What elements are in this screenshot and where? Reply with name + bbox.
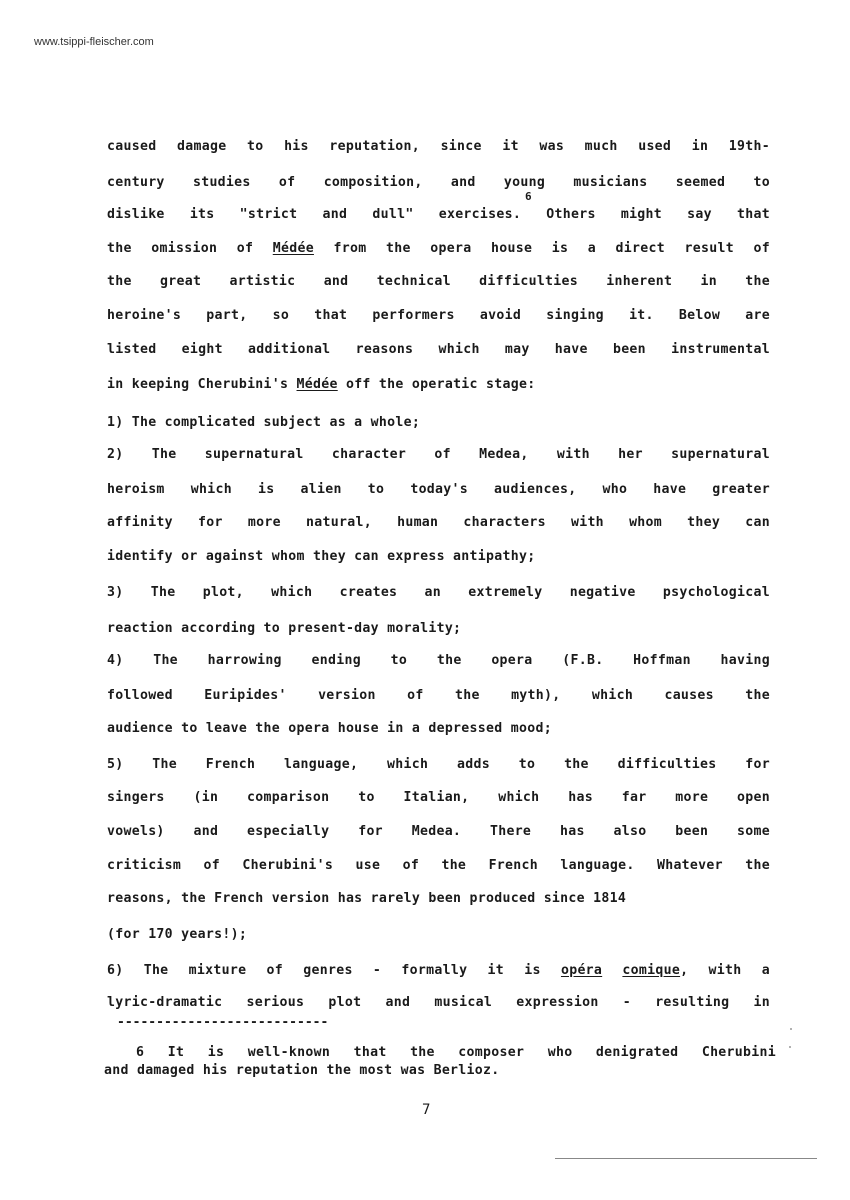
scan-speck (789, 1046, 791, 1048)
body-line: identify or against whom they can express antipathy; (107, 549, 536, 564)
body-line: century studies of composition, and young musicians seemed to (107, 175, 770, 190)
footnote-separator: --------------------------- (117, 1015, 329, 1030)
body-line: heroism which is alien to today's audiences, who have greater (107, 482, 770, 497)
body-line: followed Euripides' version of the myth), which causes the (107, 688, 770, 703)
body-line: 2) The supernatural character of Medea, with her supernatural (107, 447, 770, 462)
body-line: vowels) and especially for Medea. There has also been some (107, 824, 770, 839)
footnote-line-2: and damaged his reputation the most was Berlioz. (104, 1063, 500, 1078)
body-line: listed eight additional reasons which may have been instrumental (107, 342, 770, 357)
body-line: singers (in comparison to Italian, which has far more open (107, 790, 770, 805)
body-line: 6) The mixture of genres - formally it is opéra comique, with a (107, 963, 770, 978)
source-url: www.tsippi-fleischer.com (34, 36, 154, 48)
body-line: in keeping Cherubini's Médée off the operatic stage: (107, 377, 536, 392)
body-line: 1) The complicated subject as a whole; (107, 415, 421, 430)
body-line: criticism of Cherubini's use of the French language. Whatever the (107, 858, 770, 873)
underlined-title: Médée (272, 241, 314, 256)
footnote-reference: 6 (525, 190, 532, 203)
body-line: 3) The plot, which creates an extremely negative psychological (107, 585, 770, 600)
body-line: reaction according to present-day morality; (107, 621, 462, 636)
body-line: reasons, the French version has rarely been produced since 1814 (107, 891, 627, 906)
body-line: heroine's part, so that performers avoid singing it. Below are (107, 308, 770, 323)
page-number: 7 (422, 1102, 431, 1118)
body-line: the great artistic and technical difficulties inherent in the (107, 274, 770, 289)
body-line: 4) The harrowing ending to the opera (F.B. Hoffman having (107, 653, 770, 668)
body-line: 5) The French language, which adds to the difficulties for (107, 757, 770, 772)
scan-speck (790, 1028, 792, 1030)
body-line: affinity for more natural, human characters with whom they can (107, 515, 770, 530)
underlined-title: Médée (296, 377, 338, 392)
underlined-title: opéra (560, 963, 603, 978)
underlined-title: comique (622, 963, 681, 978)
body-line: the omission of Médée from the opera house is a direct result of (107, 241, 770, 256)
body-line: audience to leave the opera house in a depressed mood; (107, 721, 552, 736)
footnote-line-1: 6 It is well-known that the composer who denigrated Cherubini (136, 1045, 776, 1060)
body-line: caused damage to his reputation, since it was much used in 19th- (107, 139, 770, 154)
scan-edge-line (555, 1158, 817, 1159)
body-line: lyric-dramatic serious plot and musical expression - resulting in (107, 995, 770, 1010)
body-line: dislike its "strict and dull" exercises. Others might say that (107, 207, 770, 222)
body-line: (for 170 years!); (107, 927, 248, 942)
